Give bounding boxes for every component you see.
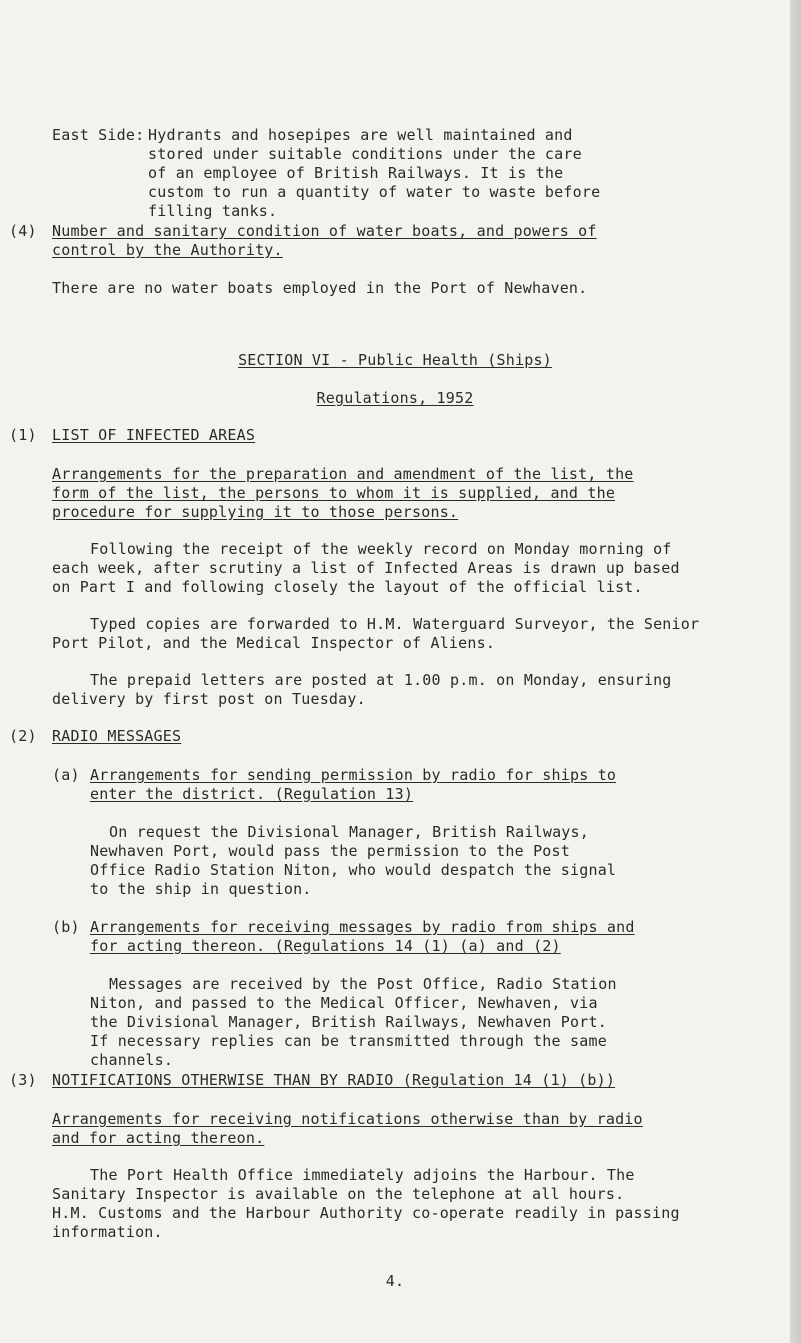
item-1-paragraph-2 bbox=[52, 615, 699, 653]
heading-line: enter the district. (Regulation 13) bbox=[90, 785, 414, 803]
text-line: information. bbox=[52, 1223, 163, 1241]
text-line: each week, after scrutiny a list of Infected Areas is drawn up based bbox=[52, 559, 680, 577]
text-line: Newhaven Port, would pass the permission to the Post bbox=[90, 842, 570, 860]
text-line: Following the receipt of the weekly record on Monday morning of bbox=[90, 540, 672, 558]
text-line: to the ship in question. bbox=[90, 880, 312, 898]
item-2a-heading bbox=[90, 766, 616, 804]
heading-line: Number and sanitary condition of water boats, and powers of bbox=[52, 222, 597, 240]
item-2b-body bbox=[90, 975, 617, 1070]
east-side-label: East Side: bbox=[52, 126, 145, 144]
item-4-body: There are no water boats employed in the Port of Newhaven. bbox=[52, 279, 588, 297]
item-3-subheading bbox=[52, 1110, 643, 1148]
item-2-number: (2) bbox=[9, 727, 37, 745]
item-3-number: (3) bbox=[9, 1071, 37, 1089]
text-line: Messages are received by the Post Office, Radio Station bbox=[109, 975, 617, 993]
item-1-paragraph-3 bbox=[52, 671, 672, 709]
item-2a-label: (a) bbox=[52, 766, 80, 784]
text-line: the Divisional Manager, British Railways, Newhaven Port. bbox=[90, 1013, 607, 1031]
subheading-line: procedure for supplying it to those persons. bbox=[52, 503, 459, 521]
item-1-heading: LIST OF INFECTED AREAS bbox=[52, 426, 256, 444]
text-line: filling tanks. bbox=[148, 202, 278, 220]
text-line: Typed copies are forwarded to H.M. Waterguard Surveyor, the Senior bbox=[90, 615, 700, 633]
item-3-heading: NOTIFICATIONS OTHERWISE THAN BY RADIO (Regulation 14 (1) (b)) bbox=[52, 1071, 616, 1089]
item-2b-heading bbox=[90, 918, 635, 956]
heading-line: control by the Authority. bbox=[52, 241, 283, 259]
heading-line: for acting thereon. (Regulations 14 (1) (a) and (2) bbox=[90, 937, 561, 955]
text-line: of an employee of British Railways. It is the bbox=[148, 164, 564, 182]
section-title: SECTION VI - Public Health (Ships) bbox=[238, 351, 552, 369]
item-1-number: (1) bbox=[9, 426, 37, 444]
item-1-paragraph-1 bbox=[52, 540, 680, 597]
text-line: On request the Divisional Manager, British Railways, bbox=[109, 823, 589, 841]
text-line: Port Pilot, and the Medical Inspector of Aliens. bbox=[52, 634, 496, 652]
text-line: If necessary replies can be transmitted through the same bbox=[90, 1032, 607, 1050]
text-line: channels. bbox=[90, 1051, 174, 1069]
subheading-line: Arrangements for the preparation and amendment of the list, the bbox=[52, 465, 634, 483]
item-3-body bbox=[52, 1166, 680, 1242]
item-4-number: (4) bbox=[9, 222, 37, 240]
page-number: 4. bbox=[385, 1272, 405, 1290]
item-4-heading bbox=[52, 222, 597, 260]
east-side-paragraph bbox=[148, 126, 600, 221]
text-line: on Part I and following closely the layout of the official list. bbox=[52, 578, 643, 596]
subheading-line: and for acting thereon. bbox=[52, 1129, 265, 1147]
subheading-line: form of the list, the persons to whom it is supplied, and the bbox=[52, 484, 616, 502]
heading-line: Arrangements for receiving messages by radio from ships and bbox=[90, 918, 635, 936]
item-2-heading: RADIO MESSAGES bbox=[52, 727, 182, 745]
section-subtitle: Regulations, 1952 bbox=[316, 389, 474, 407]
text-line: custom to run a quantity of water to waste before bbox=[148, 183, 601, 201]
text-line: H.M. Customs and the Harbour Authority co-operate readily in passing bbox=[52, 1204, 680, 1222]
text-line: The prepaid letters are posted at 1.00 p.m. on Monday, ensuring bbox=[90, 671, 672, 689]
text-line: stored under suitable conditions under the care bbox=[148, 145, 582, 163]
page-edge bbox=[790, 0, 801, 1343]
text-line: delivery by first post on Tuesday. bbox=[52, 690, 366, 708]
subheading-line: Arrangements for receiving notifications otherwise than by radio bbox=[52, 1110, 643, 1128]
item-2b-label: (b) bbox=[52, 918, 80, 936]
item-1-subheading bbox=[52, 465, 634, 522]
text-line: The Port Health Office immediately adjoins the Harbour. The bbox=[90, 1166, 635, 1184]
text-line: Sanitary Inspector is available on the telephone at all hours. bbox=[52, 1185, 625, 1203]
item-2a-body bbox=[90, 823, 616, 899]
text-line: Niton, and passed to the Medical Officer, Newhaven, via bbox=[90, 994, 598, 1012]
text-line: Hydrants and hosepipes are well maintained and bbox=[148, 126, 573, 144]
text-line: Office Radio Station Niton, who would despatch the signal bbox=[90, 861, 617, 879]
heading-line: Arrangements for sending permission by radio for ships to bbox=[90, 766, 617, 784]
